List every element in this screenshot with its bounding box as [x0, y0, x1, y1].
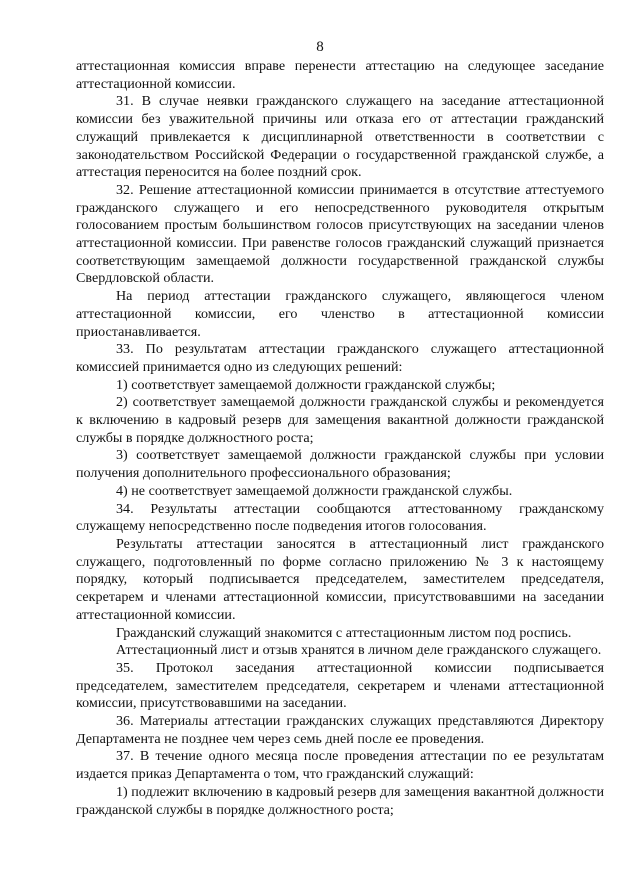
paragraph-34-signature: Гражданский служащий знакомится с аттестационным листом под роспись.	[116, 624, 572, 641]
decision-item-2: 2) соответствует замещаемой должности гражданской службы и рекомендуется к включению в кадровый резерв для замещения вакантной должности гражданской службы в порядке должностного роста;	[76, 394, 604, 446]
paragraph-33: 33. По результатам аттестации гражданского служащего аттестационной комиссией принимается одно из следующих решений:	[76, 341, 604, 375]
paragraph-35: 35. Протокол заседания аттестационной комиссии подписывается председателем, заместителем председателя, секретарем и членами аттестационной комиссии, присутствовавшими на заседании.	[76, 659, 604, 712]
page-number: 8	[316, 39, 324, 55]
order-item-1: 1) подлежит включению в кадровый резерв для замещения вакантной должности гражданской службы в порядке должностного роста;	[76, 783, 604, 818]
paragraph-36: 36. Материалы аттестации гражданских служащих представляются Директору Департамента не позднее чем через семь дней после ее проведения.	[76, 713, 604, 747]
paragraph-34-results-sheet: Результаты аттестации заносятся в аттестационный лист гражданского служащего, подготовленный по форме согласно приложению № 3 к настоящему порядку, который подписывается председателем, заместителем председателя, секретарем и членами аттестационной комиссии, присутствовавшими на заседании аттестационной комиссии.	[76, 535, 604, 623]
decision-item-4: 4) не соответствует замещаемой должности гражданской службы.	[116, 482, 513, 499]
decision-item-3: 3) соответствует замещаемой должности гражданской службы при условии получения дополнительного профессионального образования;	[76, 447, 604, 482]
decision-item-1: 1) соответствует замещаемой должности гражданской службы;	[116, 376, 496, 393]
paragraph-34: 34. Результаты аттестации сообщаются аттестованному гражданскому служащему непосредственно после подведения итогов голосования.	[76, 500, 604, 535]
paragraph-34-storage: Аттестационный лист и отзыв хранятся в личном деле гражданского служащего.	[116, 642, 602, 659]
document-body	[76, 58, 604, 819]
paragraph-32-membership: На период аттестации гражданского служащего, являющегося членом аттестационной комиссии, его членство в аттестационной комиссии приостанавливается.	[76, 288, 604, 340]
paragraph-37: 37. В течение одного месяца после проведения аттестации по ее результатам издается приказ Департамента о том, что гражданский служащий:	[76, 748, 604, 783]
paragraph-32: 32. Решение аттестационной комиссии принимается в отсутствие аттестуемого гражданского служащего и его непосредственного руководителя открытым голосованием простым большинством голосов присутствующих на заседании членов аттестационной комиссии. При равенстве голосов гражданский служащий признается соответствующим замещаемой должности государственной гражданской службы Свердловской области.	[76, 181, 604, 287]
paragraph-31: 31. В случае неявки гражданского служащего на заседание аттестационной комиссии без уважительной причины или отказа его от аттестации гражданский служащий привлекается к дисциплинарной ответственности в соответствии с законодательством Российской Федерации о государственной гражданской службе, а аттестация переносится на более поздний срок.	[76, 93, 604, 181]
paragraph-continuation: аттестационная комиссия вправе перенести аттестацию на следующее заседание аттестационной комиссии.	[76, 58, 604, 92]
